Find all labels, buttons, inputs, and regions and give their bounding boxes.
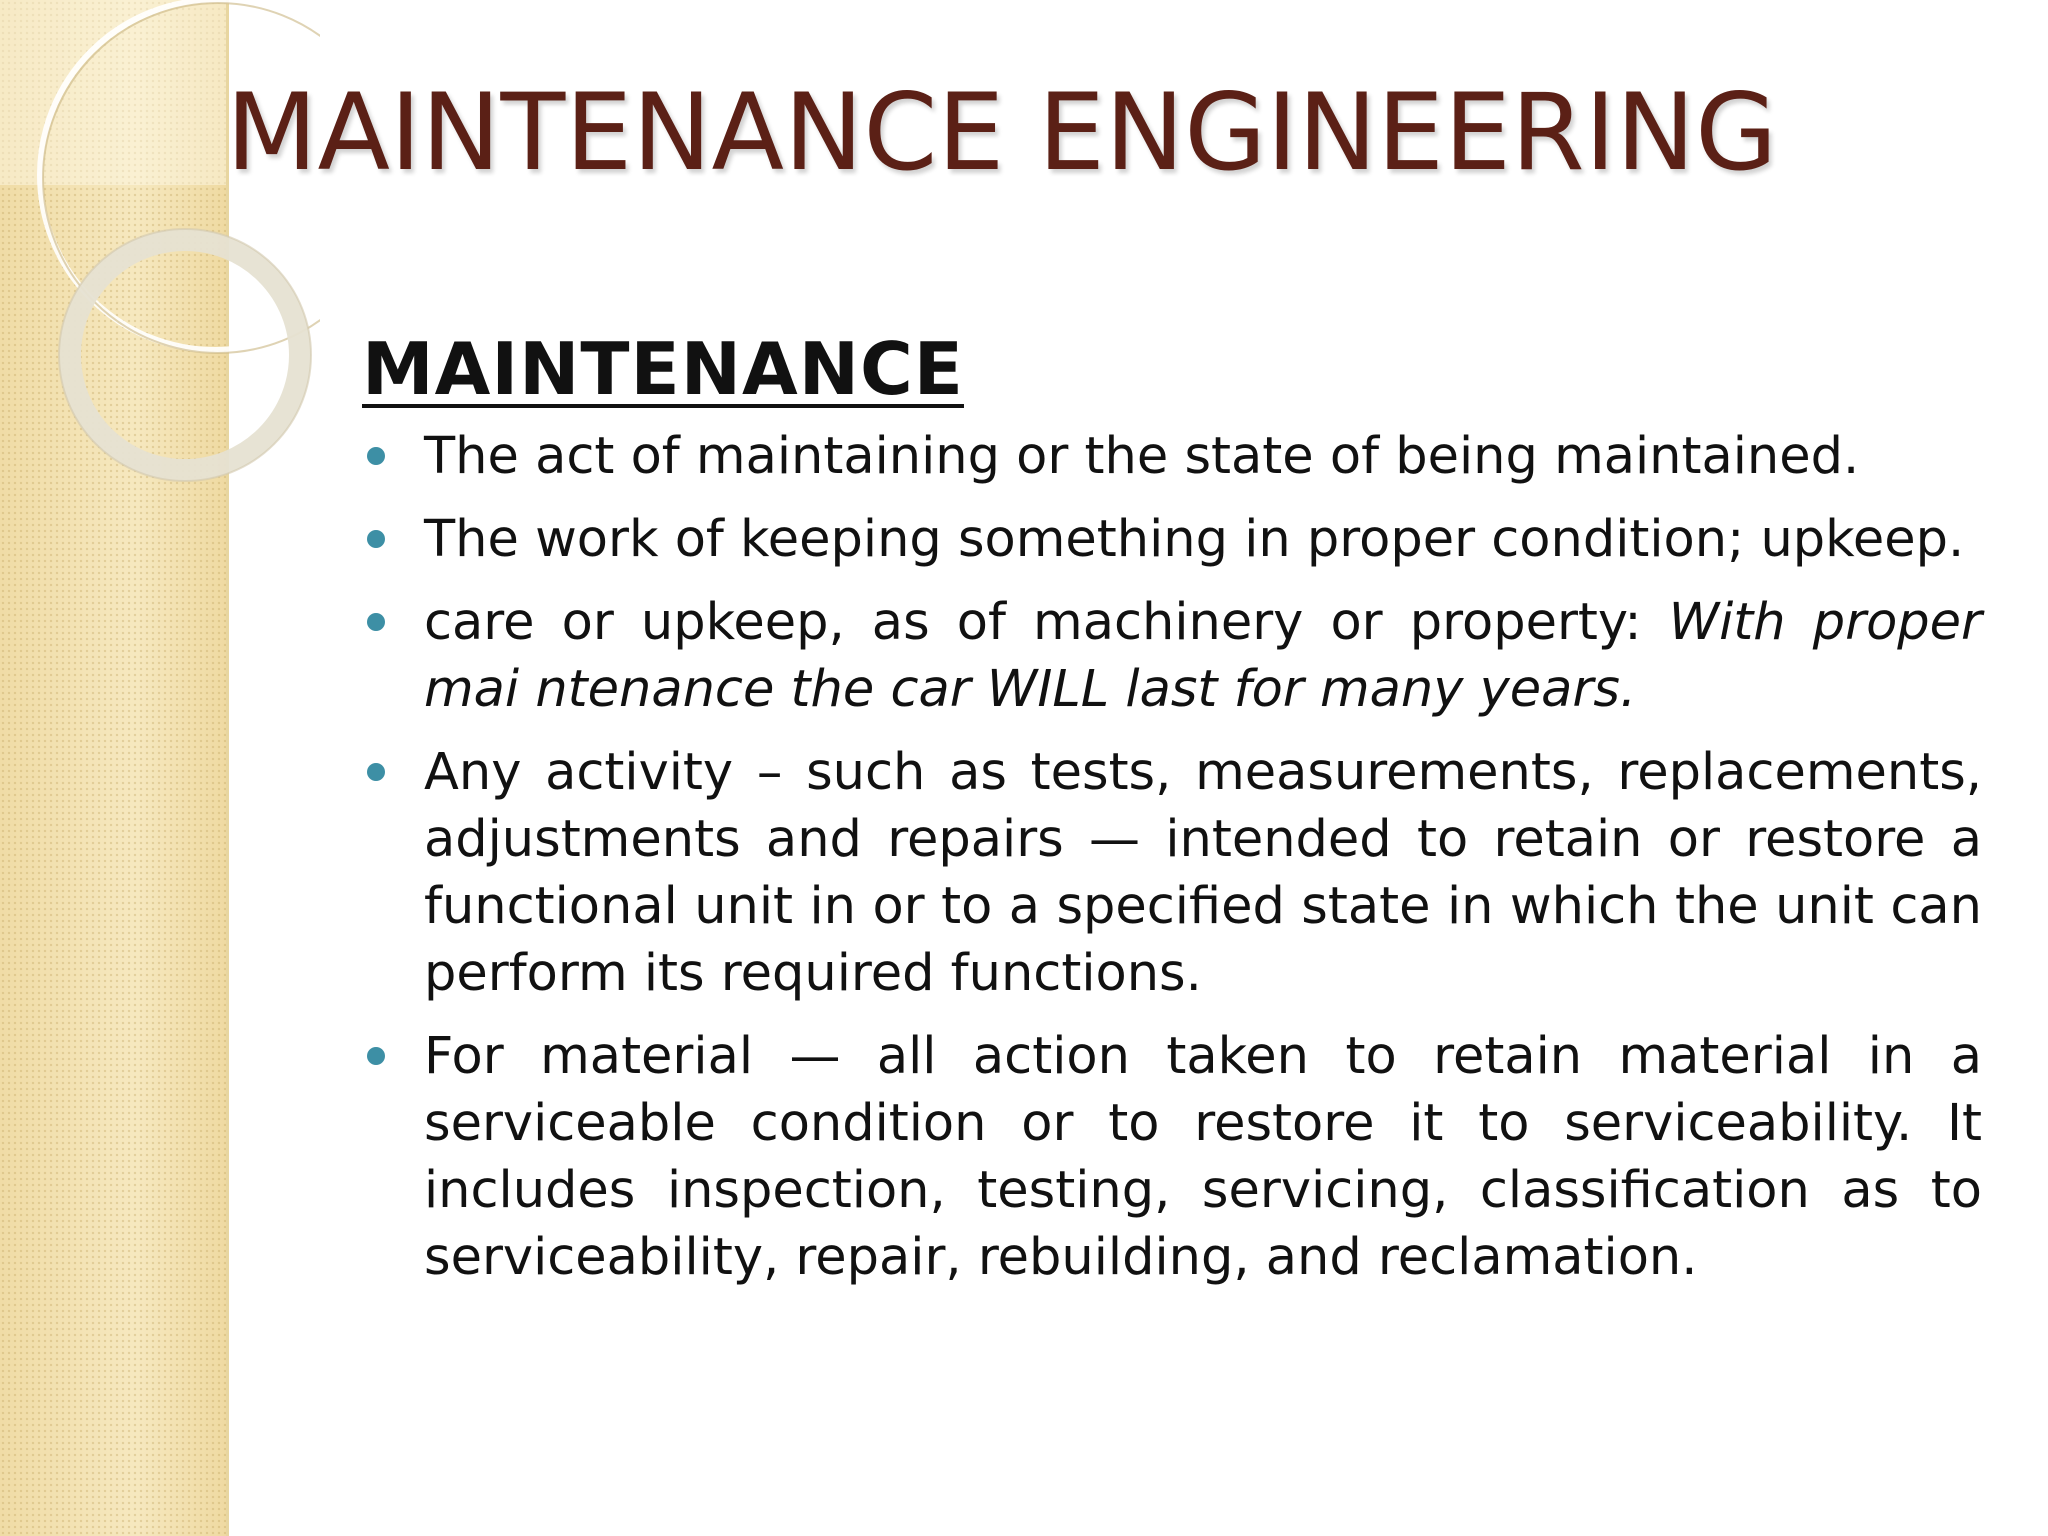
bullet-list xyxy=(362,423,1982,1291)
list-item xyxy=(362,1023,1982,1291)
bullet-text: The work of keeping something in proper condition; upkeep. xyxy=(424,510,1965,570)
bullet-text: For material — all action taken to retain material in a serviceable condition or to restore it to serviceability. It includes inspection, testing, servicing, classification as to serviceability, repair, rebuilding, and reclamation. xyxy=(424,1027,1982,1288)
content-area xyxy=(362,327,1983,1307)
bullet-text: Any activity – such as tests, measurements, replacements, adjustments and repairs — intended to retain or restore a functional unit in or to a specified state in which the unit can perform its required functions. xyxy=(424,743,1982,1004)
bullet-dot-icon xyxy=(367,530,385,548)
section-heading: MAINTENANCE xyxy=(362,327,964,411)
list-item xyxy=(362,506,1982,573)
list-item xyxy=(362,739,1982,1007)
bullet-dot-icon xyxy=(367,447,385,465)
bullet-dot-icon xyxy=(367,763,385,781)
bullet-text: The act of maintaining or the state of being maintained. xyxy=(424,427,1860,487)
list-item xyxy=(362,589,1982,723)
bullet-italic-example: With proper mai ntenance the car WILL last for many years. xyxy=(424,593,1983,720)
bullet-dot-icon xyxy=(367,1047,385,1065)
list-item xyxy=(362,423,1982,490)
page-title: MAINTENANCE ENGINEERING xyxy=(226,71,1778,194)
bullet-text: care or upkeep, as of machinery or property: xyxy=(424,593,1669,653)
bullet-dot-icon xyxy=(367,613,385,631)
